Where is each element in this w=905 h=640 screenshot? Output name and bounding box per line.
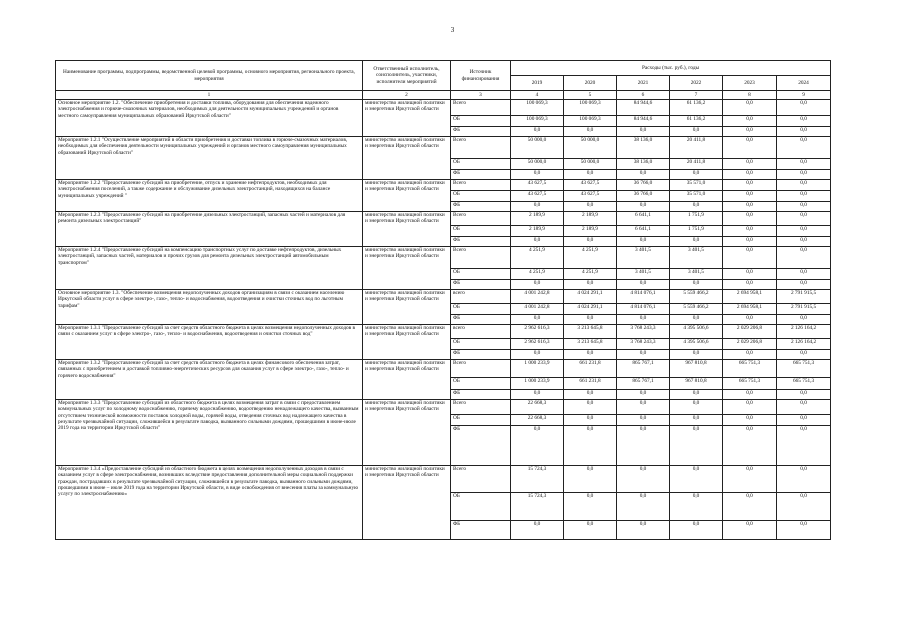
expense-value: 0,0 [617, 315, 670, 325]
expense-value: 50 000,0 [564, 159, 617, 170]
measure-name: Мероприятие 1.3.3 "Предоставление субсидий из областного бюджета в целях возмещения затрат в связи с предоставлением коммунальных услуг по холодному водоснабжению, горячему водоснабжению, водоотведению ненадлежащего качества, вызванным отсутствием технической возможности поставок холодной воды, горячей воды, отведения сточных вод надлежащего качества в результате чрезвычайной ситуации, сложившейся в результате паводка, вызванного сильными дождями, прошедшими в июне-июле 2019 года на территории Иркутской области" [56, 400, 363, 466]
expense-value: 0,0 [777, 280, 831, 290]
expense-value: 0,0 [777, 426, 831, 466]
measure-name: Основное мероприятие 1.3. "Обеспечение возмещения недополученных доходов организациям в связи с оказанием населению Иркутской области услуг в сфере электро-, газо-, тепло- и водоснабжения, водоотведения и очистки сточных вод по льготным тарифам" [56, 290, 363, 325]
responsible-executor: министерство жилищной политики и энергетики Иркутской области [363, 400, 451, 466]
expense-value: 0,0 [723, 180, 777, 191]
expense-value: 0,0 [617, 237, 670, 247]
expense-value: 15 724,3 [511, 466, 564, 493]
funding-source: ФБ [451, 127, 511, 137]
expense-value: 61 136,2 [670, 116, 723, 127]
responsible-executor: министерство жилищной политики и энергетики Иркутской области [363, 212, 451, 247]
expense-value: 0,0 [564, 400, 617, 415]
expense-value: 0,0 [564, 315, 617, 325]
funding-source: ФБ [451, 390, 511, 400]
table-row [56, 212, 831, 226]
expense-value: 0,0 [564, 390, 617, 400]
expense-value: 0,0 [617, 521, 670, 540]
expense-value: 0,0 [670, 202, 723, 212]
expense-value: 0,0 [723, 191, 777, 202]
expense-value: 100 069,3 [564, 116, 617, 127]
funding-source: Всего [451, 100, 511, 116]
expense-value: 2 189,9 [564, 212, 617, 226]
expense-value: 4 814 076,1 [617, 290, 670, 304]
expense-value: 0,0 [777, 237, 831, 247]
measure-name: Мероприятие 1.2.1 "Осуществление мероприятий в области приобретения и доставки топлива в горюче-смазочных материалов, необходимых для обеспечения деятельности муниципальных учреждений и органов местного самоуправления муниципальных образований Иркутской области" [56, 137, 363, 180]
table-body [56, 100, 831, 540]
expense-value: 661 231,8 [564, 378, 617, 390]
expense-value: 0,0 [777, 226, 831, 237]
expense-value: 2 189,9 [511, 226, 564, 237]
expense-value: 43 627,5 [511, 191, 564, 202]
expense-value: 43 627,5 [564, 191, 617, 202]
table-row [56, 137, 831, 159]
funding-source: Всего [451, 212, 511, 226]
expense-value: 0,0 [777, 180, 831, 191]
expense-value: 4 251,9 [511, 247, 564, 269]
measure-name: Мероприятие 1.2.2 "Предоставление субсидий на приобретение, отпуск и хранение нефтепродуктов, необходимых для электроснабжения поселений, а также содержание и обслуживание дизельных электростанций, находящихся на балансе муниципальных учреждений " [56, 180, 363, 212]
expense-value: 100 069,3 [511, 100, 564, 116]
expense-value: 0,0 [777, 212, 831, 226]
expense-value: 84 944,6 [617, 100, 670, 116]
responsible-executor: министерство жилищной политики и энергетики Иркутской области [363, 247, 451, 290]
expense-value: 100 069,3 [511, 116, 564, 127]
expense-value: 3 213 645,8 [564, 325, 617, 339]
funding-source: ОБ [451, 159, 511, 170]
expense-value: 6 641,1 [617, 212, 670, 226]
column-number: 8 [723, 91, 777, 100]
responsible-executor: министерство жилищной политики и энергетики Иркутской области [363, 290, 451, 325]
expense-value: 5 559 466,2 [670, 290, 723, 304]
expense-value: 35 571,0 [670, 180, 723, 191]
funding-source: ОБ [451, 226, 511, 237]
expense-value: 865 767,1 [617, 378, 670, 390]
expense-value: 43 627,5 [564, 180, 617, 191]
expense-value: 3 401,5 [670, 269, 723, 280]
funding-source: ОБ [451, 339, 511, 350]
expense-value: 0,0 [723, 350, 777, 360]
expense-value: 2 029 206,8 [723, 325, 777, 339]
expense-value: 3 768 243,3 [617, 325, 670, 339]
expense-value: 0,0 [777, 493, 831, 521]
expense-value: 0,0 [777, 390, 831, 400]
expense-value: 0,0 [511, 426, 564, 466]
expense-value: 4 001 242,8 [511, 290, 564, 304]
header-year: 2020 [564, 76, 617, 91]
funding-source: ФБ [451, 315, 511, 325]
expense-value: 84 944,6 [617, 116, 670, 127]
expense-value: 1 751,9 [670, 226, 723, 237]
expense-value: 0,0 [777, 170, 831, 180]
expense-value: 0,0 [777, 350, 831, 360]
expense-value: 2 791 915,5 [777, 304, 831, 315]
expense-value: 3 768 243,3 [617, 339, 670, 350]
expense-value: 665 751,3 [777, 378, 831, 390]
expense-value: 0,0 [564, 237, 617, 247]
header-source: Источник финансирования [451, 61, 511, 91]
column-number: 7 [670, 91, 723, 100]
funding-source: ФБ [451, 202, 511, 212]
expense-value: 2 694 958,1 [723, 304, 777, 315]
header-responsible: Ответственный исполнитель, соисполнитель, участники, исполнители мероприятий [363, 61, 451, 91]
expense-value: 0,0 [777, 202, 831, 212]
funding-source: Всего [451, 466, 511, 493]
expense-value: 0,0 [670, 400, 723, 415]
expense-value: 3 401,5 [617, 269, 670, 280]
responsible-executor: министерство жилищной политики и энергетики Иркутской области [363, 325, 451, 360]
expense-value: 0,0 [723, 521, 777, 540]
funding-source: Всего [451, 360, 511, 378]
expense-value: 661 231,8 [564, 360, 617, 378]
funding-source: ФБ [451, 521, 511, 540]
expense-value: 0,0 [723, 390, 777, 400]
funding-source: ОБ [451, 415, 511, 426]
table-row [56, 100, 831, 116]
expense-value: 0,0 [723, 315, 777, 325]
expense-value: 0,0 [564, 127, 617, 137]
column-number: 9 [777, 91, 831, 100]
column-number: 4 [511, 91, 564, 100]
expense-value: 38 136,0 [617, 137, 670, 159]
expense-value: 38 136,0 [617, 159, 670, 170]
expense-value: 865 767,1 [617, 360, 670, 378]
measure-name: Мероприятие 1.3.1 "Предоставление субсидий за счет средств областного бюджета в целях возмещения недополученных доходов в связи с оказанием услуг в сфере электро-, газо-, тепло- и водоснабжения, водоотведения и очистки сточных вод" [56, 325, 363, 360]
expense-value: 50 000,0 [564, 137, 617, 159]
column-number: 3 [451, 91, 511, 100]
expense-value: 0,0 [564, 170, 617, 180]
expense-value: 50 000,0 [511, 137, 564, 159]
expense-value: 0,0 [617, 350, 670, 360]
measure-name: Мероприятие 1.2.3 "Предоставление субсидий на приобретение дизельных электростанций, запасных частей и материалов для ремонта дизельных электростанций" [56, 212, 363, 247]
responsible-executor: министерство жилищной политики и энергетики Иркутской области [363, 100, 451, 137]
expense-value: 0,0 [777, 400, 831, 415]
expense-value: 43 627,5 [511, 180, 564, 191]
expense-value: 1 000 233,9 [511, 378, 564, 390]
expense-value: 665 751,3 [723, 360, 777, 378]
expense-value: 0,0 [670, 390, 723, 400]
expense-value: 4 024 291,1 [564, 290, 617, 304]
expense-value: 0,0 [617, 466, 670, 493]
column-number: 1 [56, 91, 363, 100]
expense-value: 0,0 [777, 191, 831, 202]
header-year: 2023 [723, 76, 777, 91]
measure-name: Основное мероприятие 1.2. "Обеспечение приобретения и доставки топлива, оборудования для обеспечения надежного электроснабжения и горюче-смазочных материалов, необходимых для деятельности муниципальных учреждений и органов местного самоуправления муниципальных образований Иркутской области" [56, 100, 363, 137]
expense-value: 0,0 [777, 415, 831, 426]
expense-value: 0,0 [670, 237, 723, 247]
expense-value: 0,0 [670, 426, 723, 466]
expense-value: 0,0 [617, 493, 670, 521]
expense-value: 0,0 [511, 390, 564, 400]
expense-value: 4 814 076,1 [617, 304, 670, 315]
expense-value: 5 559 466,2 [670, 304, 723, 315]
table-row [56, 400, 831, 415]
expense-value: 0,0 [564, 350, 617, 360]
funding-source: ОБ [451, 191, 511, 202]
expense-value: 0,0 [670, 280, 723, 290]
expense-value: 4 251,9 [511, 269, 564, 280]
expense-value: 0,0 [777, 521, 831, 540]
expense-value: 50 000,0 [511, 159, 564, 170]
expense-value: 0,0 [670, 521, 723, 540]
expense-value: 0,0 [723, 137, 777, 159]
measure-name: Мероприятие 1.3.2 "Предоставление субсидий за счет средств областного бюджета в целях финансового обеспечения затрат, связанных с приобретением и доставкой топливно-энергетических ресурсов для оказания услуг в сфере электро-, газо-, тепло- и горячего водоснабжения" [56, 360, 363, 400]
expense-value: 3 213 645,8 [564, 339, 617, 350]
expense-value: 4 001 242,8 [511, 304, 564, 315]
expense-value: 0,0 [617, 426, 670, 466]
expense-value: 20 411,8 [670, 159, 723, 170]
expense-value: 22 668,3 [511, 415, 564, 426]
expense-value: 0,0 [564, 202, 617, 212]
expense-value: 0,0 [670, 127, 723, 137]
funding-source: ОБ [451, 116, 511, 127]
responsible-executor: министерство жилищной политики и энергетики Иркутской области [363, 180, 451, 212]
expense-value: 0,0 [617, 415, 670, 426]
expense-value: 0,0 [723, 493, 777, 521]
funding-source: всего [451, 325, 511, 339]
expense-value: 2 029 206,8 [723, 339, 777, 350]
expense-value: 0,0 [564, 521, 617, 540]
table-row [56, 325, 831, 339]
header-year: 2019 [511, 76, 564, 91]
expense-value: 0,0 [511, 280, 564, 290]
expense-value: 0,0 [777, 116, 831, 127]
expense-value: 0,0 [617, 127, 670, 137]
expense-value: 0,0 [511, 202, 564, 212]
expense-value: 0,0 [511, 170, 564, 180]
header-name: Наименование программы, подпрограммы, ведомственной целевой программы, основного мероприятия, регионального проекта, мероприятия [56, 61, 363, 91]
expense-value: 4 024 291,1 [564, 304, 617, 315]
funding-source: Всего [451, 180, 511, 191]
expense-value: 4 395 506,6 [670, 339, 723, 350]
expense-value: 0,0 [723, 100, 777, 116]
expense-value: 0,0 [564, 280, 617, 290]
column-number: 5 [564, 91, 617, 100]
expense-value: 0,0 [723, 466, 777, 493]
expense-value: 0,0 [564, 466, 617, 493]
expense-value: 0,0 [777, 247, 831, 269]
expense-value: 0,0 [723, 280, 777, 290]
header-year: 2021 [617, 76, 670, 91]
expense-value: 0,0 [511, 237, 564, 247]
expense-value: 3 401,5 [617, 247, 670, 269]
funding-source: ФБ [451, 426, 511, 466]
table-row [56, 466, 831, 493]
expense-value: 665 751,3 [723, 378, 777, 390]
funding-source: ОБ [451, 269, 511, 280]
expense-value: 15 724,3 [511, 493, 564, 521]
expense-value: 2 189,9 [511, 212, 564, 226]
expense-value: 0,0 [617, 170, 670, 180]
expense-value: 35 571,0 [670, 191, 723, 202]
expense-value: 665 751,3 [777, 360, 831, 378]
funding-source: всего [451, 290, 511, 304]
expense-value: 0,0 [723, 226, 777, 237]
expense-value: 0,0 [723, 269, 777, 280]
expenses-table [55, 60, 831, 540]
expense-value: 0,0 [617, 280, 670, 290]
expense-value: 0,0 [564, 426, 617, 466]
expense-value: 0,0 [723, 247, 777, 269]
expense-value: 0,0 [670, 315, 723, 325]
header-year: 2024 [777, 76, 831, 91]
header-costs: Расходы (тыс. руб.), годы [511, 61, 831, 76]
expense-value: 2 189,9 [564, 226, 617, 237]
expense-value: 0,0 [511, 127, 564, 137]
table-row [56, 360, 831, 378]
funding-source: ОБ [451, 378, 511, 390]
expense-value: 0,0 [617, 390, 670, 400]
funding-source: ОБ [451, 493, 511, 521]
responsible-executor: министерство жилищной политики и энергетики Иркутской области [363, 360, 451, 400]
expense-value: 0,0 [723, 159, 777, 170]
expense-value: 3 401,5 [670, 247, 723, 269]
expense-value: 4 251,9 [564, 269, 617, 280]
expense-value: 967 810,8 [670, 360, 723, 378]
expense-value: 0,0 [723, 426, 777, 466]
expense-value: 0,0 [670, 170, 723, 180]
funding-source: ФБ [451, 350, 511, 360]
expense-value: 0,0 [670, 493, 723, 521]
expense-value: 36 766,0 [617, 180, 670, 191]
expense-value: 4 395 506,6 [670, 325, 723, 339]
expense-value: 2 791 915,5 [777, 290, 831, 304]
expense-value: 61 136,2 [670, 100, 723, 116]
funding-source: Всего [451, 137, 511, 159]
page-number: 3 [450, 26, 455, 34]
funding-source: ФБ [451, 170, 511, 180]
funding-source: Всего [451, 400, 511, 415]
expense-value: 0,0 [777, 466, 831, 493]
expense-value: 0,0 [723, 415, 777, 426]
expense-value: 0,0 [564, 493, 617, 521]
expense-value: 0,0 [723, 400, 777, 415]
expense-value: 2 126 164,2 [777, 325, 831, 339]
expense-value: 1 000 233,9 [511, 360, 564, 378]
table-row [56, 247, 831, 269]
expense-value: 1 751,9 [670, 212, 723, 226]
expense-value: 0,0 [511, 315, 564, 325]
expense-value: 0,0 [723, 116, 777, 127]
table-header-row [56, 61, 831, 76]
funding-source: Всего [451, 247, 511, 269]
funding-source: ФБ [451, 280, 511, 290]
expense-value: 36 766,0 [617, 191, 670, 202]
expense-value: 22 668,3 [511, 400, 564, 415]
expense-value: 0,0 [617, 400, 670, 415]
expense-value: 4 251,9 [564, 247, 617, 269]
column-number: 2 [363, 91, 451, 100]
responsible-executor: министерство жилищной политики и энергетики Иркутской области [363, 137, 451, 180]
measure-name: Мероприятие 1.2.4 "Предоставление субсидий на компенсацию транспортных услуг по доставке нефтепродуктов, дизельных электростанций, запасных частей, материалов и прочих грузов для ремонта дизельных электростанций автомобильным транспортом" [56, 247, 363, 290]
column-number-row [56, 91, 831, 100]
expense-value: 0,0 [777, 100, 831, 116]
header-year: 2022 [670, 76, 723, 91]
expense-value: 0,0 [670, 350, 723, 360]
expense-value: 967 810,8 [670, 378, 723, 390]
expense-value: 0,0 [511, 521, 564, 540]
expense-value: 0,0 [723, 127, 777, 137]
funding-source: ФБ [451, 237, 511, 247]
expense-value: 0,0 [777, 315, 831, 325]
expense-value: 0,0 [617, 202, 670, 212]
expense-value: 2 962 616,3 [511, 339, 564, 350]
expense-value: 2 694 958,1 [723, 290, 777, 304]
table-row [56, 180, 831, 191]
expense-value: 0,0 [670, 466, 723, 493]
expense-value: 100 069,3 [564, 100, 617, 116]
expense-value: 0,0 [564, 415, 617, 426]
expense-value: 0,0 [723, 202, 777, 212]
responsible-executor: министерство жилищной политики и энергетики Иркутской области [363, 466, 451, 540]
funding-source: ОБ [451, 304, 511, 315]
expense-value: 0,0 [511, 350, 564, 360]
expense-value: 0,0 [723, 237, 777, 247]
expense-value: 6 641,1 [617, 226, 670, 237]
expense-value: 0,0 [670, 415, 723, 426]
expense-value: 2 962 616,3 [511, 325, 564, 339]
expense-value: 0,0 [777, 137, 831, 159]
expense-value: 0,0 [777, 127, 831, 137]
expense-value: 0,0 [723, 170, 777, 180]
expense-value: 20 411,8 [670, 137, 723, 159]
expense-value: 0,0 [777, 159, 831, 170]
column-number: 6 [617, 91, 670, 100]
expense-value: 0,0 [777, 269, 831, 280]
measure-name: Мероприятие 1.3.4 «Предоставление субсидий из областного бюджета в целях возмещения недополученных доходов в связи с оказанием услуг в сфере электроснабжения, возникших вследствие предоставления дополнительной меры социальной поддержки граждан, пострадавших в результате чрезвычайной ситуации, сложившейся в результате паводка, вызванного сильными дождями, прошедшими в июне – июле 2019 года на территории Иркутской области, в виде освобождения от внесения платы за коммунальную услугу по электроснабжению» [56, 466, 363, 540]
table-row [56, 290, 831, 304]
expense-value: 0,0 [723, 212, 777, 226]
expense-value: 2 126 164,2 [777, 339, 831, 350]
